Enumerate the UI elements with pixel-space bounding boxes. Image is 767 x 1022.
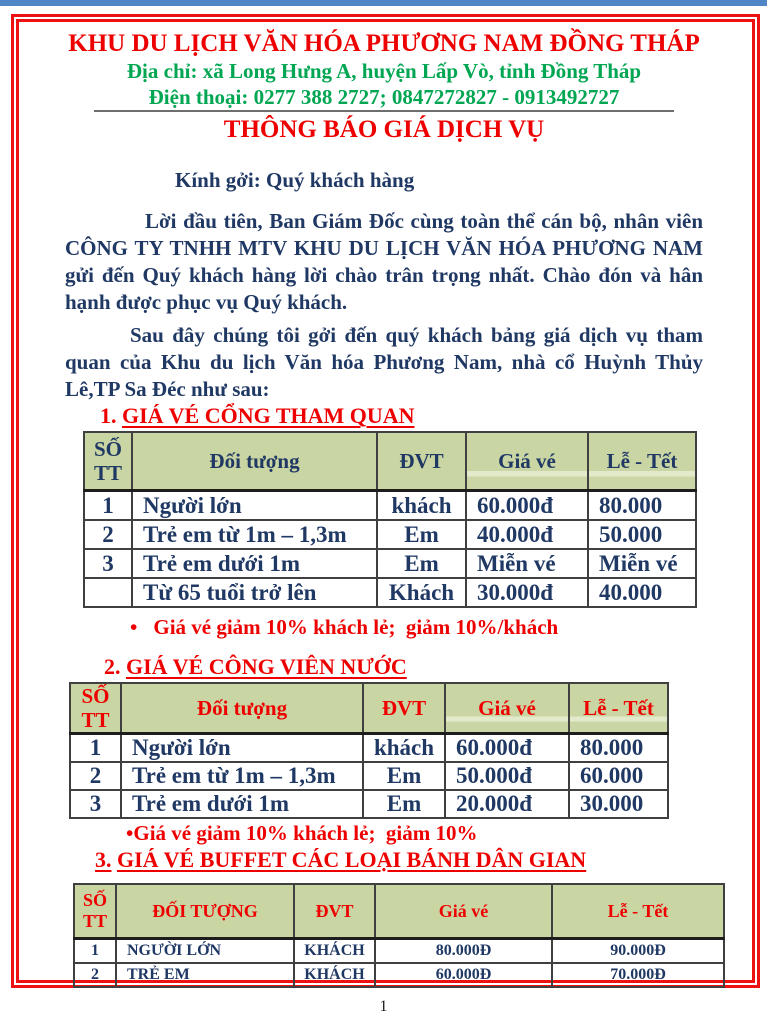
discount-note-2 <box>126 821 703 845</box>
section-3-heading <box>95 847 703 873</box>
table-cell: 80.000Đ <box>375 939 552 964</box>
table-cell: TRẺ EM <box>116 963 294 987</box>
section-1-number: 1. <box>100 403 117 428</box>
table-cell: 1 <box>74 939 116 964</box>
company-title: KHU DU LỊCH VĂN HÓA PHƯƠNG NAM ĐỒNG THÁP <box>68 30 700 57</box>
table-cell: Em <box>363 762 445 790</box>
table-cell: 60.000đ <box>466 491 588 521</box>
discount-note-1-text: Giá vé giảm 10% khách lẻ; giảm 10%/khách <box>153 615 559 639</box>
table-row <box>70 790 668 818</box>
table-header-row <box>74 884 724 939</box>
intro-paragraph: Lời đầu tiên, Ban Giám Đốc cùng toàn thể cán bộ, nhân viên CÔNG TY TNHH MTV KHU DU LỊCH VĂN HÓA PHƯƠNG NAM gửi đến Quý khách hàng lời chào trân trọng nhất. Chào đón và hân hạnh được phục vụ Quý khách. <box>65 209 703 314</box>
table-header-cell: Đối tượng <box>121 683 363 734</box>
section-1-heading <box>100 403 703 429</box>
header-divider <box>94 110 674 112</box>
table-cell: Người lớn <box>121 734 363 763</box>
table-cell: 50.000đ <box>445 762 569 790</box>
table-header-cell: Giá vé <box>445 683 569 734</box>
table-cell: 90.000Đ <box>552 939 724 964</box>
table-header-cell: Lễ - Tết <box>569 683 668 734</box>
bullet-icon: • <box>126 821 134 845</box>
table-cell: NGƯỜI LỚN <box>116 939 294 964</box>
table-cell: 60.000đ <box>445 734 569 763</box>
discount-note-1 <box>130 614 703 640</box>
table-cell: 40.000 <box>588 578 696 607</box>
top-accent-bar <box>0 0 767 6</box>
table-cell: Miễn vé <box>588 549 696 578</box>
table-header-cell: Lễ - Tết <box>552 884 724 939</box>
section-2-number: 2. <box>104 654 121 679</box>
section-3-number: 3. <box>95 847 112 872</box>
table-header-cell: Giá vé <box>466 432 588 491</box>
table-cell: 3 <box>70 790 121 818</box>
table-header-cell: SỐ TT <box>70 683 121 734</box>
table-header-cell: ĐVT <box>377 432 466 491</box>
table-cell <box>84 578 132 607</box>
table-row <box>70 734 668 763</box>
table-cell: KHÁCH <box>294 963 375 987</box>
table-cell: 80.000 <box>588 491 696 521</box>
table-header-row <box>70 683 668 734</box>
table-cell: 30.000 <box>569 790 668 818</box>
table-header-cell: ĐỐI TƯỢNG <box>116 884 294 939</box>
table-header-cell: Lễ - Tết <box>588 432 696 491</box>
table-cell: KHÁCH <box>294 939 375 964</box>
table-row <box>84 491 696 521</box>
table-header-cell: SỐ TT <box>84 432 132 491</box>
table-cell: 3 <box>84 549 132 578</box>
table-cell: 80.000 <box>569 734 668 763</box>
pricing-intro-paragraph: Sau đây chúng tôi gởi đến quý khách bảng giá dịch vụ tham quan của Khu du lịch Văn hóa Phương Nam, nhà cổ Huỳnh Thủy Lê,TP Sa Đéc như sau: <box>65 323 703 401</box>
table-cell: 40.000đ <box>466 520 588 549</box>
table-cell: 2 <box>84 520 132 549</box>
table-header-cell: SỐ TT <box>74 884 116 939</box>
section-1-title: GIÁ VÉ CỔNG THAM QUAN <box>122 403 415 428</box>
table-cell: Trẻ em dưới 1m <box>132 549 377 578</box>
table-cell: 60.000 <box>569 762 668 790</box>
bullet-icon: • <box>130 615 138 639</box>
table-cell: 50.000 <box>588 520 696 549</box>
table-header-row <box>84 432 696 491</box>
page-number: 1 <box>379 998 388 1015</box>
table-header-cell: ĐVT <box>363 683 445 734</box>
table-cell: 60.000Đ <box>375 963 552 987</box>
table-cell: Em <box>377 520 466 549</box>
table-cell: Từ 65 tuổi trở lên <box>132 578 377 607</box>
table-cell: 20.000đ <box>445 790 569 818</box>
table-cell: Trẻ em dưới 1m <box>121 790 363 818</box>
table-row <box>84 549 696 578</box>
water-park-ticket-table <box>69 682 669 819</box>
table-cell: Em <box>363 790 445 818</box>
table-cell: Khách <box>377 578 466 607</box>
buffet-ticket-table <box>73 883 725 988</box>
section-2-title: GIÁ VÉ CÔNG VIÊN NƯỚC <box>126 654 407 679</box>
section-3-title: GIÁ VÉ BUFFET CÁC LOẠI BÁNH DÂN GIAN <box>117 847 587 872</box>
page-content <box>20 22 751 982</box>
table-row <box>84 578 696 607</box>
entrance-ticket-table <box>83 431 697 608</box>
section-2-heading <box>104 654 703 680</box>
table-cell: 30.000đ <box>466 578 588 607</box>
table-cell: khách <box>363 734 445 763</box>
table-cell: 1 <box>70 734 121 763</box>
salutation: Kính gởi: Quý khách hàng <box>175 168 415 192</box>
table-cell: 2 <box>74 963 116 987</box>
table-cell: Miễn vé <box>466 549 588 578</box>
table-header-cell: ĐVT <box>294 884 375 939</box>
table-cell: 70.000Đ <box>552 963 724 987</box>
table-cell: 1 <box>84 491 132 521</box>
table-header-cell: Giá vé <box>375 884 552 939</box>
table-cell: Trẻ em từ 1m – 1,3m <box>132 520 377 549</box>
table-cell: 2 <box>70 762 121 790</box>
table-cell: Em <box>377 549 466 578</box>
company-phone: Điện thoại: 0277 388 2727; 0847272827 - 0913492727 <box>148 85 620 109</box>
table-cell: Trẻ em từ 1m – 1,3m <box>121 762 363 790</box>
table-row <box>74 939 724 964</box>
document-title: THÔNG BÁO GIÁ DỊCH VỤ <box>223 116 545 143</box>
table-row <box>74 963 724 987</box>
company-address: Địa chỉ: xã Long Hưng A, huyện Lấp Vò, tỉnh Đồng Tháp <box>126 59 642 83</box>
discount-note-2-text: Giá vé giảm 10% khách lẻ; giảm 10% <box>133 821 478 845</box>
table-cell: Người lớn <box>132 491 377 521</box>
table-row <box>84 520 696 549</box>
table-cell: khách <box>377 491 466 521</box>
table-header-cell: Đối tượng <box>132 432 377 491</box>
table-row <box>70 762 668 790</box>
